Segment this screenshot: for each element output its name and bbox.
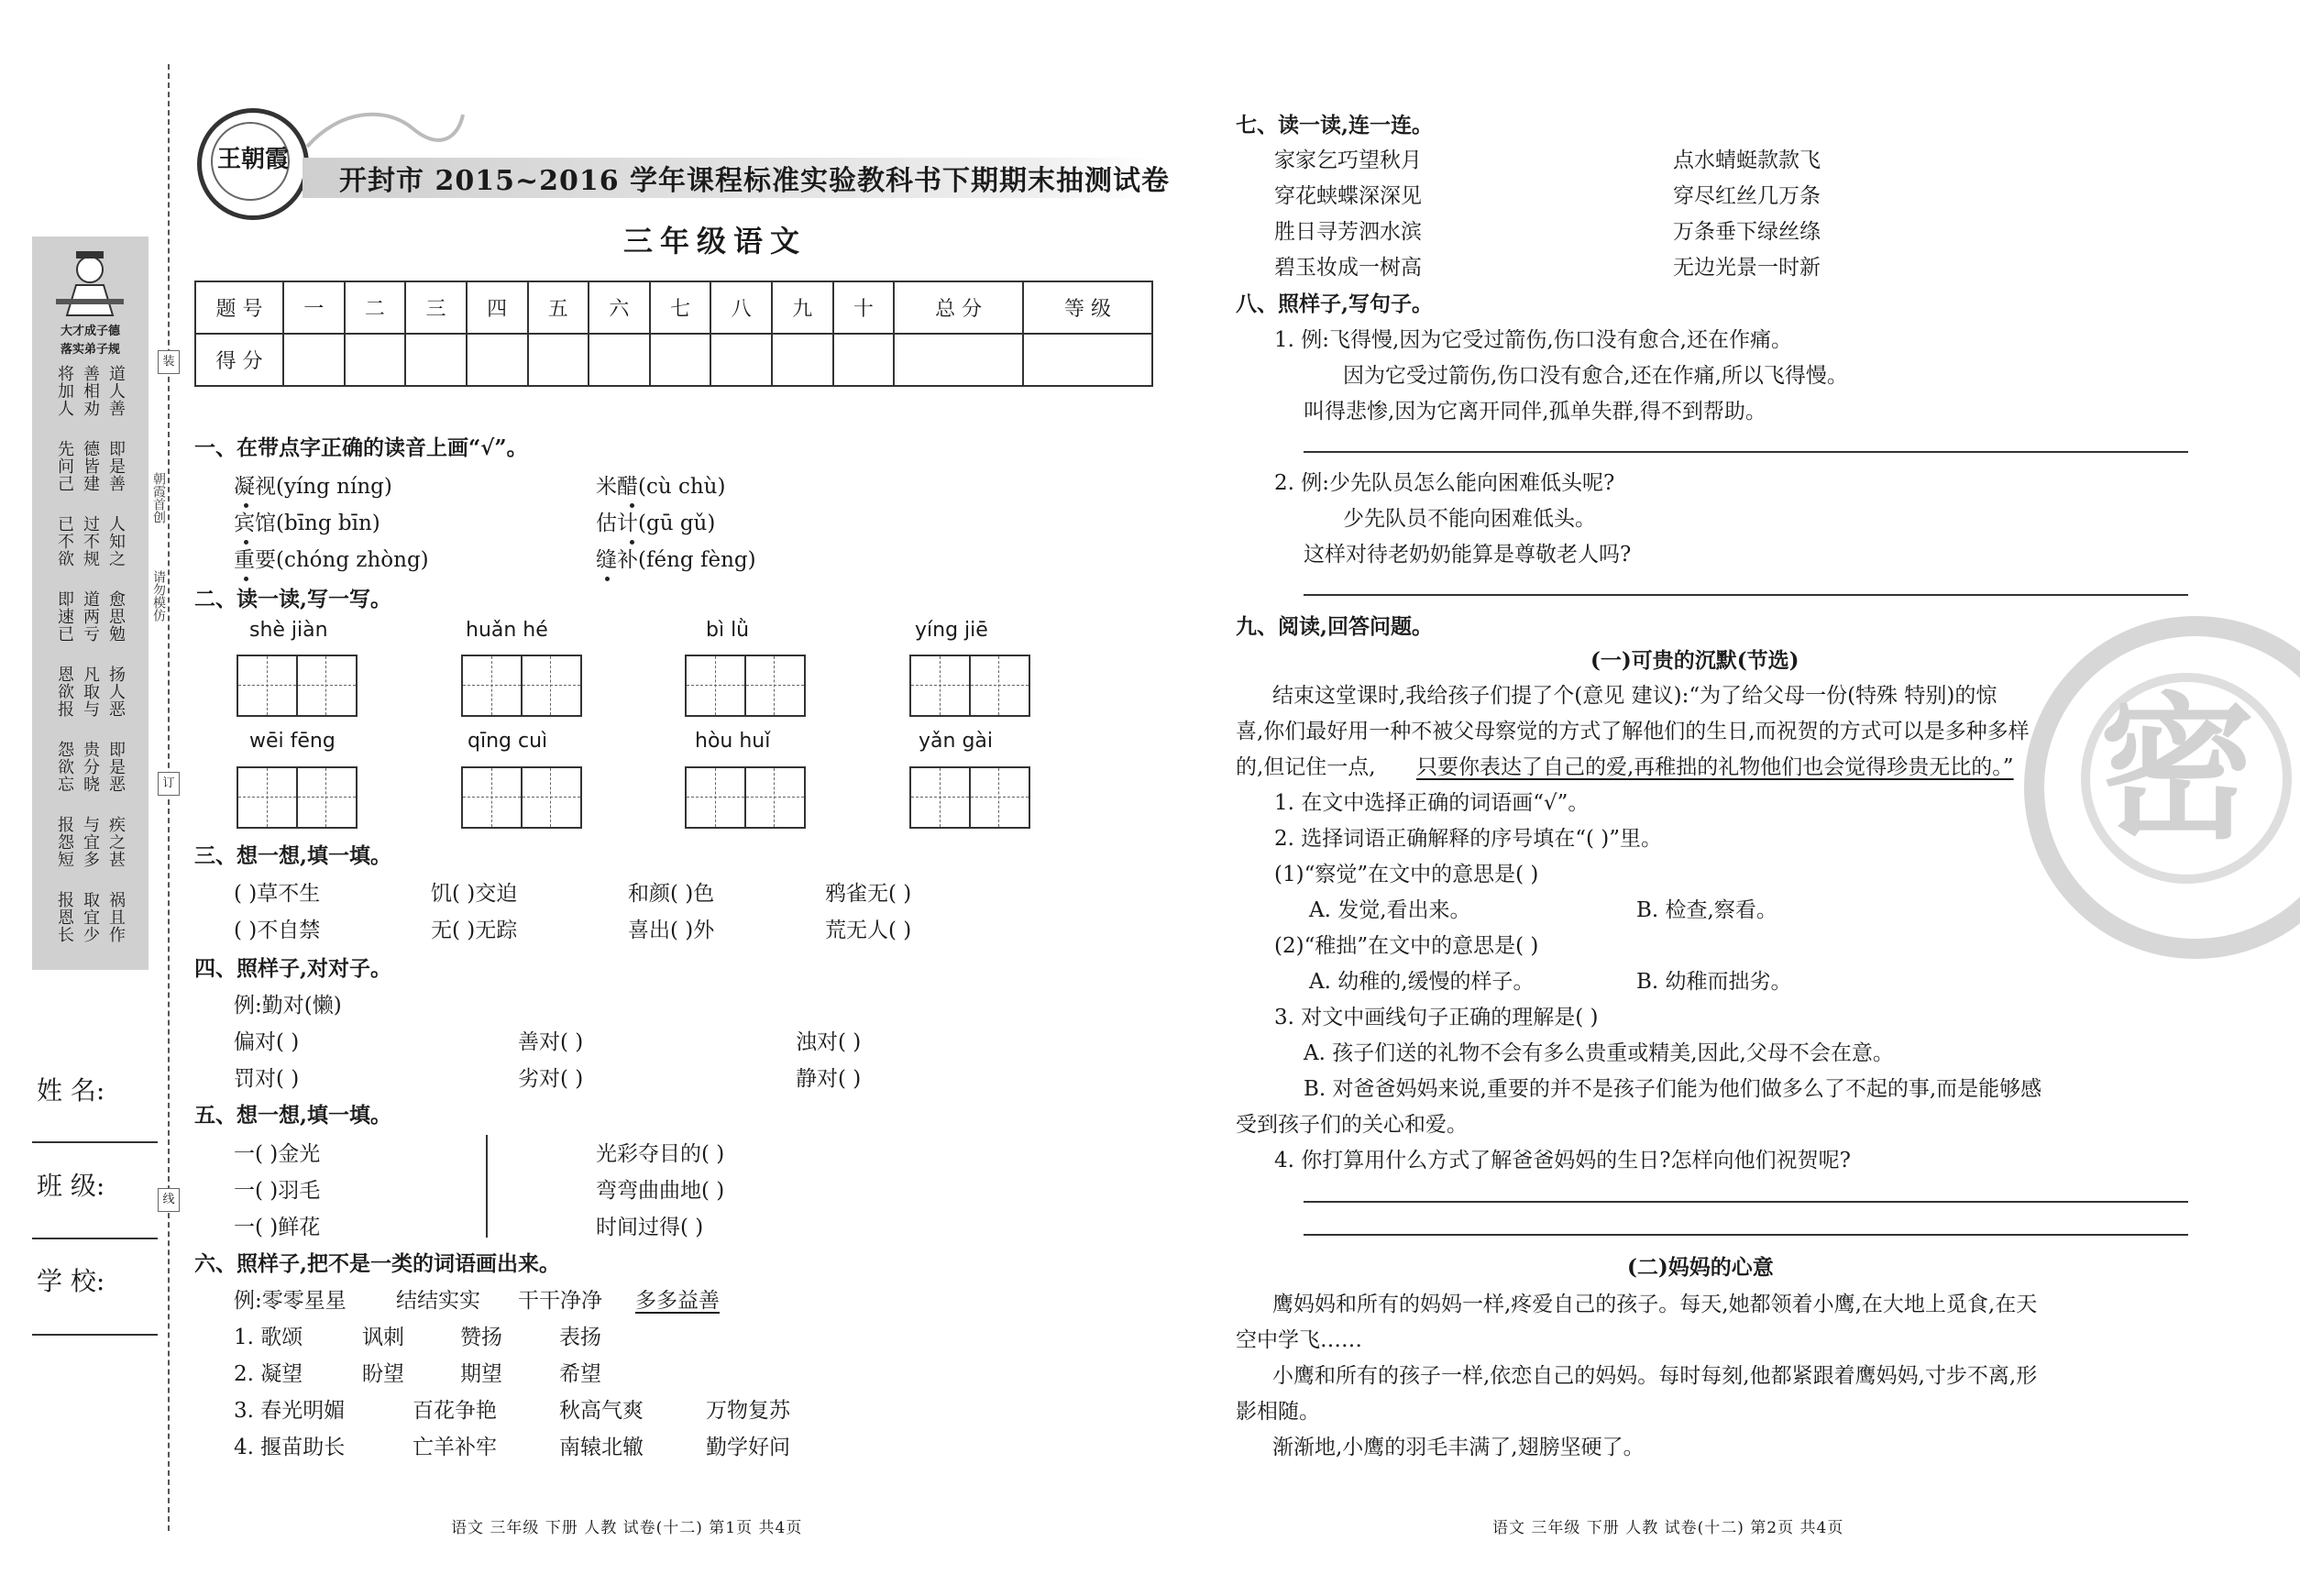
strip-col: 恩欲报: [55, 666, 74, 718]
strip-col: 先问己: [55, 440, 74, 492]
score-cell[interactable]: [833, 334, 895, 386]
reading-question: 1. 在文中选择正确的词语画“√”。: [1274, 791, 1590, 815]
passage-2-line: 影相随。: [1236, 1400, 1320, 1424]
couplet-blank[interactable]: 善对( ): [518, 1030, 584, 1054]
choice-option[interactable]: B. 检查,察看。: [1636, 898, 1777, 922]
strip-col: 过不规: [81, 515, 100, 567]
q2-title: 二、读一读,写一写。: [194, 587, 392, 611]
q6-title: 六、照样子,把不是一类的词语画出来。: [194, 1251, 561, 1276]
q6-word[interactable]: 赞扬: [460, 1326, 502, 1349]
poem-line-left[interactable]: 穿花蛱蝶深深见: [1274, 184, 1422, 208]
q1-item[interactable]: 凝视(yíng níng): [234, 475, 392, 499]
q8-line: 叫得悲惨,因为它离开同伴,孤单失群,得不到帮助。: [1304, 400, 1766, 424]
q6-word[interactable]: 期望: [460, 1362, 502, 1386]
q6-example-word: 例:零零星星: [234, 1289, 347, 1313]
q6-example-odd-word: 多多益善: [635, 1289, 720, 1313]
idiom-blank[interactable]: ( )草不生: [234, 882, 321, 906]
choice-option[interactable]: A. 幼稚的,缓慢的样子。: [1309, 970, 1535, 994]
side-note-no-copy: 请勿模仿: [151, 570, 166, 622]
score-cell[interactable]: [710, 334, 772, 386]
answer-line[interactable]: [1304, 594, 2188, 596]
strip-col: 道人善: [106, 365, 126, 417]
confidential-seal-watermark: [2024, 616, 2300, 959]
strip-col: 疾之甚: [106, 816, 126, 868]
writing-grid[interactable]: [685, 766, 806, 829]
strip-col: 贵分晓: [81, 741, 100, 793]
idiom-blank[interactable]: ( )不自禁: [234, 919, 321, 942]
q6-word[interactable]: 南辕北辙: [559, 1436, 644, 1459]
strip-col: 道两亏: [81, 590, 100, 643]
pinyin-label: bì lǜ: [706, 619, 750, 642]
idiom-blank[interactable]: 饥( )交迫: [431, 882, 518, 906]
footer-page-2: 语文 三年级 下册 人教 试卷(十二) 第2页 共4页: [1492, 1519, 1844, 1537]
writing-grid[interactable]: [237, 766, 358, 829]
pinyin-label: hòu huǐ: [695, 730, 771, 753]
q1-item[interactable]: 米醋(cù chù): [596, 475, 726, 499]
q8-line: 因为它受过箭伤,伤口没有愈合,还在作痛,所以飞得慢。: [1343, 364, 1848, 388]
q6-word[interactable]: 万物复苏: [706, 1399, 790, 1423]
strip-col: 即速已: [55, 590, 74, 643]
q6-word[interactable]: 1. 歌颂: [234, 1326, 303, 1349]
score-header-cell: 总 分: [894, 281, 1023, 334]
score-header-cell: 七: [650, 281, 711, 334]
score-table: [194, 281, 1153, 387]
exam-title: 开封市 2015~2016 学年课程标准实验教科书下期期末抽测试卷: [339, 165, 1171, 197]
q5-title: 五、想一想,填一填。: [194, 1103, 392, 1128]
poem-line-left[interactable]: 家家乞巧望秋月: [1274, 149, 1422, 172]
answer-line[interactable]: [1304, 1201, 2188, 1203]
label-name: 姓 名:: [37, 1075, 105, 1106]
strip-col: 扬人恶: [106, 666, 126, 718]
poem-line-left[interactable]: 胜日寻芳泗水滨: [1274, 220, 1422, 244]
strip-col: 与宜多: [81, 816, 100, 868]
ribbon-swirl-icon: [303, 101, 468, 156]
writing-grid[interactable]: [237, 655, 358, 717]
poem-line-right[interactable]: 万条垂下绿丝绦: [1673, 220, 1821, 244]
footer-page-1: 语文 三年级 下册 人教 试卷(十二) 第1页 共4页: [451, 1519, 803, 1537]
q1-item[interactable]: 缝补(féng fèng): [596, 548, 756, 572]
passage-1-line: 结束这堂课时,我给孩子们提了个(意见 建议):“为了给父母一份(特殊 特别)的惊: [1272, 684, 1997, 708]
score-cell[interactable]: [528, 334, 589, 386]
idiom-blank[interactable]: 喜出( )外: [628, 919, 715, 942]
q6-example-word: 结结实实: [396, 1289, 480, 1313]
score-cell[interactable]: [772, 334, 833, 386]
pinyin-label: shè jiàn: [249, 619, 328, 642]
score-header-cell: 三: [405, 281, 467, 334]
reading-question[interactable]: (2)“稚拙”在文中的意思是( ): [1274, 934, 1539, 958]
passage-1-underlined-sentence: 只要你表达了自己的爱,再稚拙的礼物他们也会觉得珍贵无比的。”: [1416, 755, 2014, 779]
score-header-cell: 十: [833, 281, 895, 334]
binding-tab: 装: [158, 350, 180, 374]
strip-col: 德皆建: [81, 440, 100, 492]
q8-line: 这样对待老奶奶能算是尊敬老人吗?: [1304, 543, 1632, 567]
column-divider: [486, 1135, 488, 1238]
q8-line: 2. 例:少先队员怎么能向困难低头呢?: [1274, 471, 1615, 495]
q6-example-word: 干干净净: [518, 1289, 602, 1313]
strip-col: 报恩长: [55, 891, 74, 943]
choice-option[interactable]: A. 发觉,看出来。: [1309, 898, 1471, 922]
motto-line-2: 落实弟子规: [60, 343, 120, 357]
school-line[interactable]: [32, 1334, 158, 1336]
phrase-blank[interactable]: 光彩夺目的( ): [596, 1142, 725, 1166]
logo: [197, 108, 309, 220]
passage-2-line: 渐渐地,小鹰的羽毛丰满了,翅膀坚硬了。: [1272, 1436, 1645, 1459]
score-cell[interactable]: [283, 334, 345, 386]
phrase-blank[interactable]: 弯弯曲曲地( ): [596, 1179, 725, 1203]
pinyin-label: huǎn hé: [466, 619, 548, 642]
q6-word[interactable]: 亡羊补牢: [413, 1436, 497, 1459]
scholar-figure-icon: [49, 244, 131, 317]
score-cell[interactable]: [405, 334, 467, 386]
answer-line[interactable]: [1304, 451, 2188, 453]
reading-question: 2. 选择词语正确解释的序号填在“( )”里。: [1274, 827, 1663, 851]
class-line[interactable]: [32, 1238, 158, 1239]
logo-text: 王朝霞: [216, 146, 289, 173]
q1-item[interactable]: 估计(gū gǔ): [596, 512, 716, 535]
label-class: 班 级:: [37, 1171, 105, 1201]
q9-title: 九、阅读,回答问题。: [1236, 614, 1434, 639]
pinyin-label: yǎn gài: [919, 730, 993, 753]
score-header-cell: 六: [589, 281, 650, 334]
writing-grid[interactable]: [685, 655, 806, 717]
poem-line-right[interactable]: 点水蜻蜓款款飞: [1673, 149, 1821, 172]
score-header-cell: 等 级: [1023, 281, 1152, 334]
q3-title: 三、想一想,填一填。: [194, 843, 392, 868]
writing-grid[interactable]: [909, 655, 1030, 717]
strip-col: 报怨短: [55, 816, 74, 868]
score-header-cell: 四: [467, 281, 528, 334]
q6-word[interactable]: 秋高气爽: [559, 1399, 644, 1423]
q6-word[interactable]: 希望: [559, 1362, 601, 1386]
name-line[interactable]: [32, 1141, 158, 1143]
q6-word[interactable]: 勤学好问: [706, 1436, 790, 1459]
q8-title: 八、照样子,写句子。: [1236, 292, 1434, 316]
writing-grid[interactable]: [909, 766, 1030, 829]
q1-title: 一、在带点字正确的读音上画“√”。: [194, 435, 528, 460]
score-header-cell: 八: [710, 281, 772, 334]
poem-line-right[interactable]: 穿尽红丝几万条: [1673, 184, 1821, 208]
passage-1-title: (一)可贵的沉默(节选): [1590, 648, 1799, 673]
binding-tab: 线: [158, 1188, 180, 1212]
score-row-label: 得 分: [195, 334, 283, 386]
couplet-blank[interactable]: 静对( ): [796, 1067, 862, 1091]
strip-col: 人知之: [106, 515, 126, 567]
strip-col: 善相劝: [81, 365, 100, 417]
passage-1-line: 的,但记住一点,: [1236, 755, 1376, 779]
passage-1-line: 喜,你们最好用一种不被父母察觉的方式了解他们的生日,而祝贺的方式可以是多种多样: [1236, 720, 2030, 743]
q1-item[interactable]: 宾馆(bīng bīn): [234, 512, 380, 535]
q6-word[interactable]: 表扬: [559, 1326, 601, 1349]
q4-title: 四、照样子,对对子。: [194, 956, 392, 981]
passage-2-title: (二)妈妈的心意: [1627, 1255, 1774, 1280]
idiom-blank[interactable]: 荒无人( ): [825, 919, 912, 942]
poem-line-right[interactable]: 无边光景一时新: [1673, 256, 1821, 280]
q8-line: 1. 例:飞得慢,因为它受过箭伤,伤口没有愈合,还在作痛。: [1274, 328, 1792, 352]
measure-word-blank[interactable]: 一( )鲜花: [234, 1216, 321, 1239]
score-header-cell: 九: [772, 281, 833, 334]
score-header-cell: 二: [345, 281, 406, 334]
q8-line: 少先队员不能向困难低头。: [1343, 507, 1596, 531]
emphasis-dot: [244, 577, 248, 581]
score-header-cell: 五: [528, 281, 589, 334]
strip-col: 已不欲: [55, 515, 74, 567]
q6-word[interactable]: 3. 春光明媚: [234, 1399, 346, 1423]
score-cell[interactable]: [467, 334, 528, 386]
emphasis-dot: [605, 577, 610, 581]
exam-subtitle: 三年级语文: [623, 224, 808, 259]
reading-question[interactable]: 3. 对文中画线句子正确的理解是( ): [1274, 1006, 1599, 1029]
seal-character: 密: [2098, 677, 2255, 861]
side-note-original: 朝霞首创: [151, 472, 166, 523]
binding-dash-line: [168, 64, 170, 1531]
strip-col: 愈思勉: [106, 590, 126, 643]
measure-word-blank[interactable]: 一( )金光: [234, 1142, 321, 1166]
passage-2-line: 鹰妈妈和所有的妈妈一样,疼爱自己的孩子。每天,她都领着小鹰,在大地上觅食,在天: [1272, 1293, 2038, 1316]
pinyin-label: qīng cuì: [468, 730, 548, 753]
reading-question: 4. 你打算用什么方式了解爸爸妈妈的生日?怎样向他们祝贺呢?: [1274, 1149, 1851, 1172]
choice-option-continued: 受到孩子们的关心和爱。: [1236, 1113, 1468, 1137]
label-school: 学 校:: [37, 1266, 105, 1296]
q6-word[interactable]: 4. 揠苗助长: [234, 1436, 346, 1459]
score-header-cell: 一: [283, 281, 345, 334]
couplet-blank[interactable]: 偏对( ): [234, 1030, 300, 1054]
strip-col: 祸且作: [106, 891, 126, 943]
poem-line-left[interactable]: 碧玉妆成一树高: [1274, 256, 1422, 280]
strip-col: 凡取与: [81, 666, 100, 718]
answer-line[interactable]: [1304, 1234, 2188, 1236]
reading-question[interactable]: (1)“察觉”在文中的意思是( ): [1274, 863, 1539, 886]
score-header-cell: 题 号: [195, 281, 283, 334]
score-cell[interactable]: [345, 334, 406, 386]
motto-line-1: 大才成子德: [60, 325, 120, 338]
score-cell[interactable]: [589, 334, 650, 386]
choice-option[interactable]: A. 孩子们送的礼物不会有多么贵重或精美,因此,父母不会在意。: [1304, 1041, 1894, 1065]
choice-option[interactable]: B. 幼稚而拙劣。: [1636, 970, 1792, 994]
measure-word-blank[interactable]: 一( )羽毛: [234, 1179, 321, 1203]
q6-word[interactable]: 百花争艳: [413, 1399, 497, 1423]
writing-grid[interactable]: [461, 766, 582, 829]
motto-strip: [32, 237, 149, 970]
couplet-blank[interactable]: 罚对( ): [234, 1067, 300, 1091]
q6-word[interactable]: 讽刺: [362, 1326, 404, 1349]
phrase-blank[interactable]: 时间过得( ): [596, 1216, 704, 1239]
strip-col: 即是恶: [106, 741, 126, 793]
couplet-blank[interactable]: 浊对( ): [796, 1030, 862, 1054]
strip-col: 将加人: [55, 365, 74, 417]
q1-item[interactable]: 重要(chóng zhòng): [234, 548, 429, 572]
q6-word[interactable]: 2. 凝望: [234, 1362, 303, 1386]
q7-title: 七、读一读,连一连。: [1236, 113, 1434, 138]
idiom-blank[interactable]: 和颜( )色: [628, 882, 715, 906]
passage-2-line: 空中学飞……: [1236, 1328, 1362, 1352]
score-cell[interactable]: [650, 334, 711, 386]
score-cell[interactable]: [1023, 334, 1152, 386]
pinyin-label: yíng jiē: [915, 619, 988, 642]
strip-col: 即是善: [106, 440, 126, 492]
binding-tab: 订: [158, 772, 180, 796]
couplet-blank[interactable]: 劣对( ): [518, 1067, 584, 1091]
pinyin-label: wēi fēng: [249, 730, 336, 753]
idiom-blank[interactable]: 无( )无踪: [431, 919, 518, 942]
score-cell[interactable]: [894, 334, 1023, 386]
strip-col: 取宜少: [81, 891, 100, 943]
idiom-blank[interactable]: 鸦雀无( ): [825, 882, 912, 906]
passage-2-line: 小鹰和所有的孩子一样,依恋自己的妈妈。每时每刻,他都紧跟着鹰妈妈,寸步不离,形: [1272, 1364, 2038, 1388]
q6-word[interactable]: 盼望: [362, 1362, 404, 1386]
choice-option[interactable]: B. 对爸爸妈妈来说,重要的并不是孩子们能为他们做多么了不起的事,而是能够感: [1304, 1077, 2042, 1101]
q4-example: 例:勤对(懒): [234, 994, 342, 1018]
writing-grid[interactable]: [461, 655, 582, 717]
strip-col: 怨欲忘: [55, 741, 74, 793]
